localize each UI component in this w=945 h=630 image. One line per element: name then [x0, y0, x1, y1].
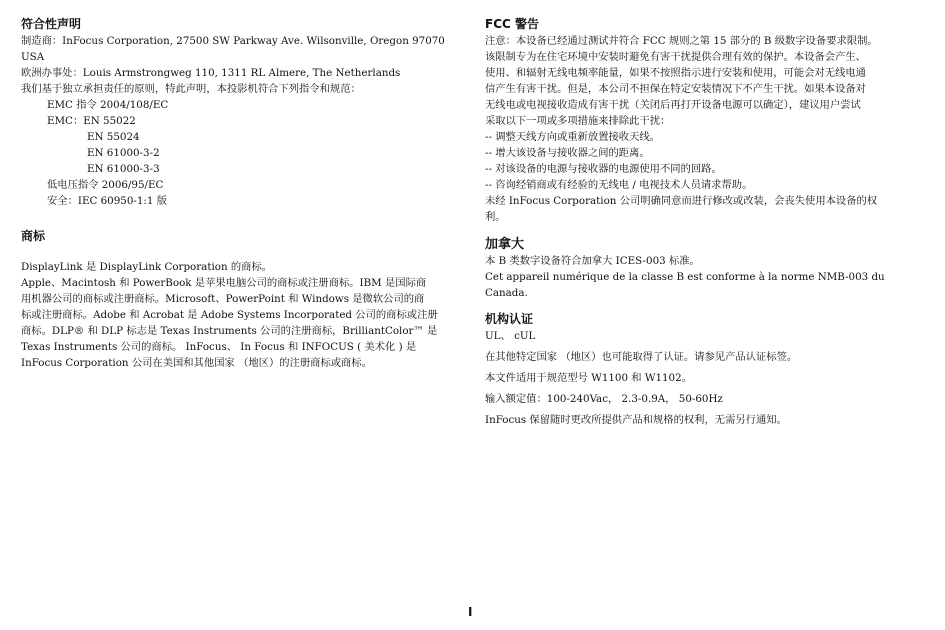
- conformity-heading: 符合性声明: [21, 17, 82, 31]
- declaration: 我们基于独立承担责任的原则，特此声明，本投影机符合下列指令和规范：: [21, 83, 361, 95]
- trademark-line: InFocus Corporation 公司在美国和其他国家 （地区）的注册商标或商标。: [21, 357, 372, 369]
- agency-other: 在其他特定国家 （地区）也可能取得了认证。请参见产品认证标签。: [485, 351, 798, 363]
- agency-certs: UL、 cUL: [485, 330, 536, 342]
- fcc-line: 信产生有害干扰。但是，本公司不担保在特定安装情况下不产生干扰。如果本设备对: [485, 83, 866, 95]
- right-column: [485, 16, 925, 428]
- agency-models: 本文件适用于规范型号 W1100 和 W1102。: [485, 372, 692, 384]
- fcc-line: 采取以下一项或多项措施来排除此干扰：: [485, 115, 671, 127]
- left-column: [21, 16, 461, 371]
- fcc-line: 使用、和辐射无线电频率能量，如果不按照指示进行安装和使用，可能会对无线电通: [485, 67, 866, 79]
- canada-line-1: 本 B 类数字设备符合加拿大 ICES-003 标准。: [485, 255, 700, 267]
- fcc-heading: FCC 警告: [485, 17, 539, 31]
- manufacturer-line-1: 制造商：InFocus Corporation, 27500 SW Parkway Ave. Wilsonville, Oregon 97070: [21, 35, 445, 47]
- emc-standard-3: EN 61000-3-2: [87, 147, 160, 159]
- trademark-line: 用机器公司的商标或注册商标。Microsoft、PowerPoint 和 Windows 是微软公司的商: [21, 293, 425, 305]
- eu-office: 欧洲办事处：Louis Armstrongweg 110, 1311 RL Almere, The Netherlands: [21, 67, 401, 79]
- emc-standard-2: EN 55024: [87, 131, 140, 143]
- agency-heading: 机构认证: [485, 312, 534, 326]
- canada-line-2: Cet appareil numérique de la classe B est conforme à la norme NMB-003 du Canada.: [485, 271, 885, 299]
- fcc-measure: -- 调整天线方向或重新放置接收天线。: [485, 131, 660, 143]
- agency-reserve: InFocus 保留随时更改所提供产品和规格的权利，无需另行通知。: [485, 414, 787, 426]
- conformity-section: [21, 16, 461, 209]
- fcc-line: 注意：本设备已经通过测试并符合 FCC 规则之第 15 部分的 B 级数字设备要求限制。: [485, 35, 878, 47]
- canada-heading: 加拿大: [485, 237, 525, 252]
- agency-section: [485, 311, 925, 428]
- emc-standard-4: EN 61000-3-3: [87, 163, 160, 175]
- trademark-line: 商标。DLP® 和 DLP 标志是 Texas Instruments 公司的注册商标，BrilliantColor™ 是: [21, 325, 438, 337]
- trademark-line: 标或注册商标。Adobe 和 Acrobat 是 Adobe Systems Incorporated 公司的商标或注册: [21, 309, 438, 321]
- fcc-warning-line-2: 利。: [485, 211, 506, 223]
- canada-section: [485, 236, 925, 301]
- fcc-measure: -- 咨询经销商或有经验的无线电 / 电视技术人员请求帮助。: [485, 179, 753, 191]
- trademark-line: Texas Instruments 公司的商标。 InFocus、 In Focus 和 INFOCUS ( 美术化 ) 是: [21, 341, 417, 353]
- trademarks-section: [21, 228, 461, 371]
- agency-rating: 输入额定值：100-240Vac， 2.3-0.9A， 50-60Hz: [485, 393, 723, 405]
- emc-directive: EMC 指令 2004/108/EC: [47, 99, 169, 111]
- displaylink-trademark: DisplayLink 是 DisplayLink Corporation 的商标。: [21, 261, 273, 273]
- manufacturer-line-2: USA: [21, 51, 45, 63]
- page-number: I: [468, 605, 473, 619]
- trademarks-heading: 商标: [21, 229, 46, 243]
- fcc-measure: -- 对该设备的电源与接收器的电源使用不同的回路。: [485, 163, 722, 175]
- fcc-section: [485, 16, 925, 225]
- trademark-line: Apple、Macintosh 和 PowerBook 是苹果电脑公司的商标或注册商标。IBM 是国际商: [21, 277, 427, 289]
- fcc-measure: -- 增大该设备与接收器之间的距离。: [485, 147, 650, 159]
- emc-standard-1: EMC：EN 55022: [47, 115, 136, 127]
- fcc-warning-line-1: 未经 InFocus Corporation 公司明确同意而进行修改或改装，会丧失使用本设备的权: [485, 195, 878, 207]
- safety-standard: 安全：IEC 60950-1:1 版: [47, 195, 168, 207]
- fcc-line: 无线电或电视接收造成有害干扰（关闭后再打开设备电源可以确定），建议用户尝试: [485, 99, 861, 111]
- fcc-line: 该限制专为在住宅环境中安装时避免有害干扰提供合理有效的保护。本设备会产生、: [485, 51, 866, 63]
- low-voltage-directive: 低电压指令 2006/95/EC: [47, 179, 164, 191]
